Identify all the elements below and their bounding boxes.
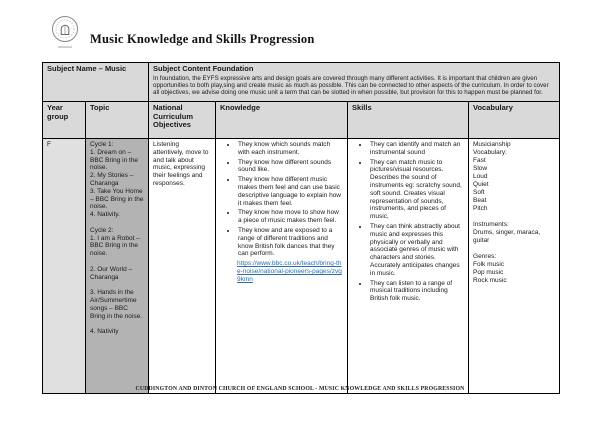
vocabulary-line: Loud — [473, 173, 488, 180]
skills-bullet-list — [352, 141, 464, 303]
topic-line — [90, 219, 144, 227]
skills-bullet: • They can match music to pictures/visual resources. Describes the sound of instruments eg: scratchy sound, soft sound. Creates visual representation of sounds, instruments, and pieces of music, — [369, 159, 464, 221]
vocabulary-line: Soft — [473, 189, 485, 196]
vocabulary-line: Genres: — [473, 252, 497, 260]
topic-line: 2. Our World – Charanga — [90, 265, 133, 281]
topic-line: 1. I am a Robot – BBC Bring in the noise. — [90, 234, 140, 258]
skills-bullet: • They can identify and match an instrumental sound — [369, 141, 464, 157]
topic-line — [90, 320, 144, 328]
skills-bullet: • They can listen to a range of musical traditions including British folk music. — [369, 280, 464, 303]
knowledge-link-line — [237, 260, 343, 283]
knowledge-bullet: • They know how move to show how a piece of music makes them feel. — [237, 209, 343, 225]
column-header-skills: Skills — [348, 102, 469, 139]
vocabulary-line: Fast — [473, 157, 486, 164]
column-header-knowledge: Knowledge — [216, 102, 348, 139]
progression-table — [42, 62, 559, 394]
page-footer: CUDDINGTON AND DINTON CHURCH OF ENGLAND SCHOOL - MUSIC KNOWLEDGE AND SKILLS PROGRESSION — [135, 386, 465, 392]
school-crest-logo — [48, 14, 82, 52]
vocabulary-line: Vocabulary: — [473, 149, 507, 156]
knowledge-bullet: • They know how different music makes them feel and can use basic descriptive language to explain how it makes them feel. — [237, 176, 343, 207]
knowledge-bullet: • They know which sounds match with each instrument. — [237, 141, 343, 157]
vocabulary-line: Pop music — [473, 268, 504, 276]
knowledge-bullet: • They know how different sounds sound like. — [237, 159, 343, 175]
topic-line: 4. Nativity. — [90, 211, 120, 219]
topic-list — [90, 141, 144, 336]
vocabulary-line: Beat — [473, 197, 487, 204]
knowledge-bullet: • They know and are exposed to a range of different traditions and know British folk dances that they can perform. — [237, 227, 343, 258]
topic-line: 1. Dream on – BBC Bring in the noise. — [90, 148, 139, 172]
crest-icon — [48, 14, 82, 52]
topic-line: 4. Nativity — [90, 328, 119, 336]
column-header-topic: Topic — [86, 102, 149, 139]
vocabulary-cell — [469, 139, 560, 394]
subject-name-cell — [43, 63, 149, 102]
knowledge-bullet-list — [220, 141, 343, 258]
nc-objectives-cell — [149, 139, 216, 394]
vocabulary-line: Pitch — [473, 205, 488, 212]
skills-cell — [348, 139, 469, 394]
knowledge-cell — [216, 139, 348, 394]
vocabulary-line — [473, 213, 555, 221]
vocabulary-line — [473, 245, 555, 253]
subject-content-body: In foundation, the EYFS expressive arts and design goals are covered through many different activities. It is important that children are given opportunities to both play,sing and create music as much as possible. This can be connected to other aspects of the curriculum. In order to cover all objectives, we advise doing one music unit a term that can be slotted in when possible, but provision for this to happen must be planned for. — [153, 74, 549, 96]
topic-line: Cycle 2: — [90, 226, 114, 234]
column-header-nc-objectives: National Curriculum Objectives — [149, 102, 216, 139]
subject-name-label: Subject Name – Music — [47, 64, 127, 73]
skills-bullet: • They can think abstractly about music and expresses this physically or verbally and associate genres of music with characters and stories. Accurately anticipates changes in music. — [369, 223, 464, 278]
vocabulary-list — [473, 141, 555, 285]
subject-content-cell — [149, 63, 560, 102]
topic-line: Cycle 1: — [90, 141, 114, 148]
vocabulary-line: Folk music — [473, 260, 505, 268]
bbc-bring-the-noise-link[interactable]: https://www.bbc.co.uk/teach/bring-the-noise/national-pioneers-pages/zvg9kmn — [237, 260, 342, 283]
page-title: Music Knowledge and Skills Progression — [90, 32, 315, 46]
topic-line: 3. Hands in the Air/Summertime songs – BBC Bring in the noise. — [90, 289, 143, 320]
column-header-vocabulary: Vocabulary — [469, 102, 560, 139]
vocabulary-line: Rock music — [473, 276, 507, 284]
vocabulary-line: Instruments: — [473, 221, 509, 228]
table-row — [43, 139, 560, 394]
column-header-year-group: Year group — [43, 102, 86, 139]
vocabulary-line: Slow — [473, 165, 488, 172]
year-group-cell — [43, 139, 86, 394]
topic-line: 2. My Stories – Charanga — [90, 172, 134, 187]
vocabulary-line: Musicianship — [473, 141, 511, 148]
topic-line: 3. Take You Home – BBC Bring in the noise. — [90, 187, 144, 211]
subject-content-title: Subject Content Foundation — [153, 64, 254, 73]
topic-line — [90, 258, 144, 266]
vocabulary-line: Quiet — [473, 181, 489, 188]
topic-line — [90, 281, 144, 289]
nc-objectives-text: Listening attentively, move to and talk about music, expressing their feelings and responses. — [153, 141, 209, 187]
topic-cell — [86, 139, 149, 394]
vocabulary-line: Drums, singer, maraca, guitar — [473, 229, 541, 244]
year-group-value: F — [47, 141, 51, 148]
